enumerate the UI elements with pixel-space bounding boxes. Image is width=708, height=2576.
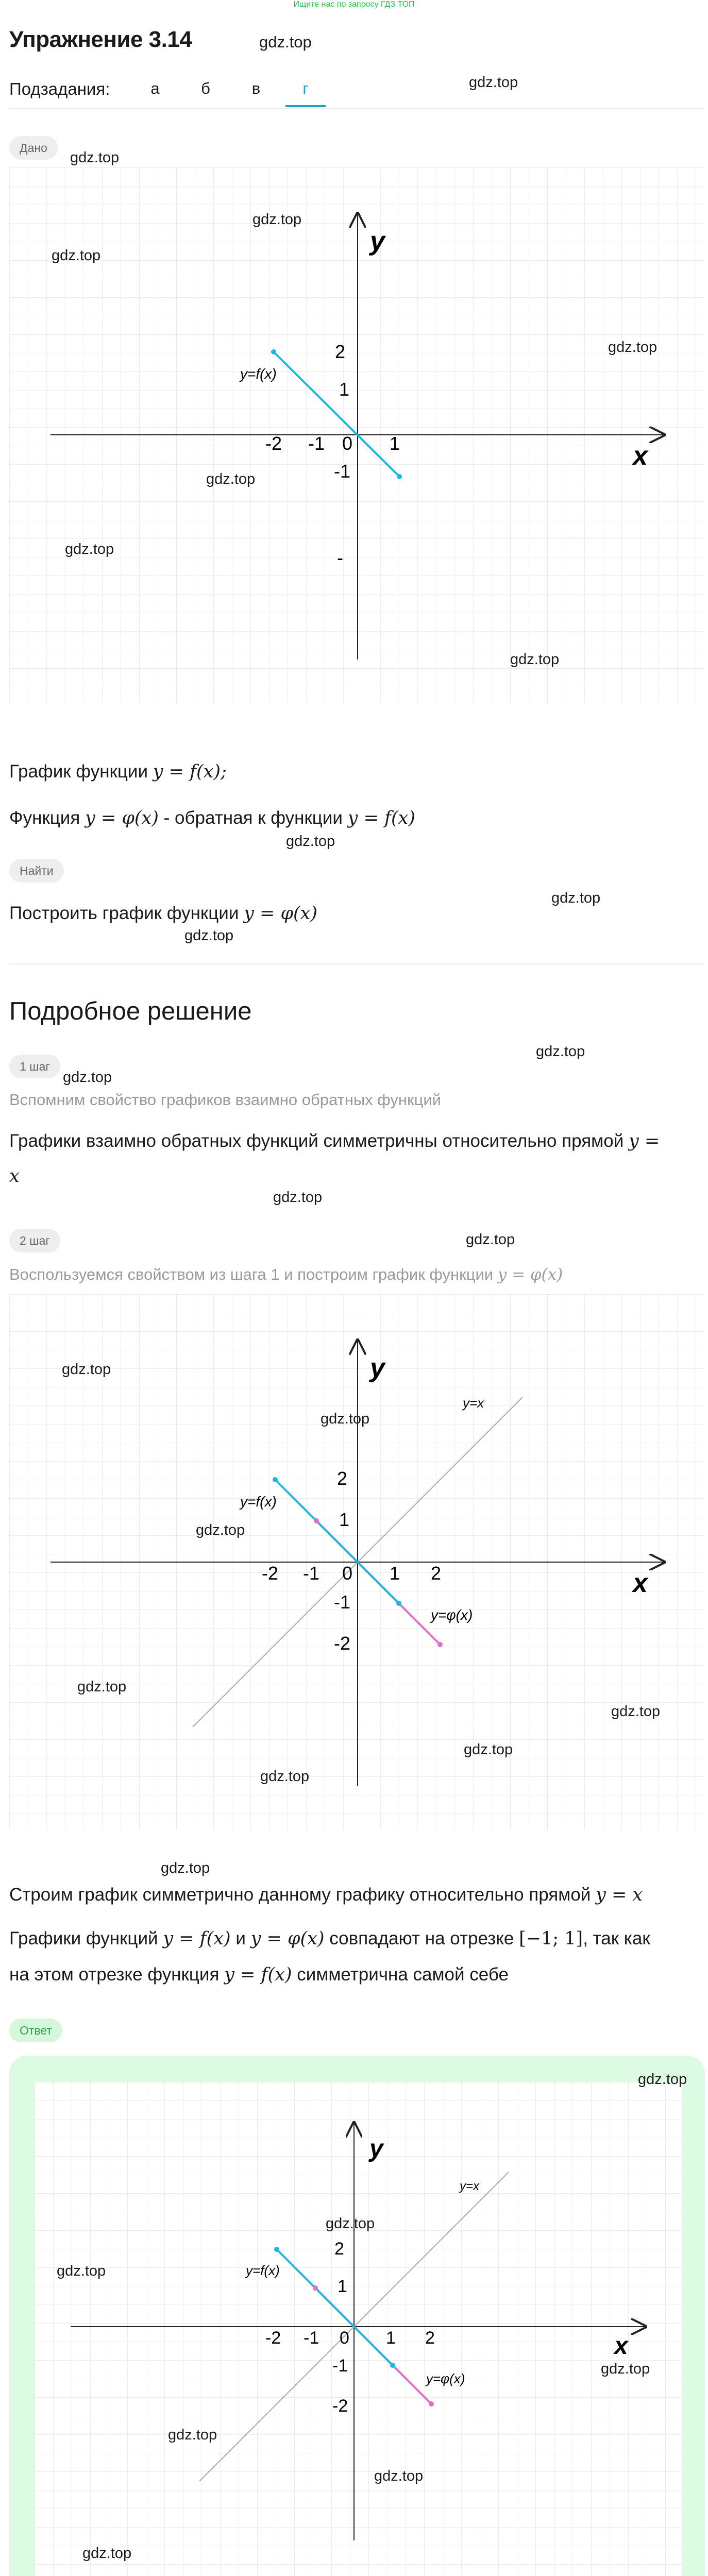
tick-label: 2 xyxy=(431,1563,442,1584)
tick-label: -1 xyxy=(303,1563,320,1584)
step1-pill: 1 шаг xyxy=(9,1055,60,1078)
subtasks-label: Подзадания: xyxy=(9,79,110,98)
watermark: gdz.top xyxy=(611,1703,661,1720)
watermark: gdz.top xyxy=(464,1741,513,1758)
given-line2-mid: - обратная к функции xyxy=(158,808,348,828)
tick-label: -1 xyxy=(304,2328,319,2348)
watermark: gdz.top xyxy=(52,247,101,264)
f-graph-point xyxy=(390,2363,395,2368)
x-axis-label: x xyxy=(633,441,648,471)
watermark: gdz.top xyxy=(57,2263,106,2279)
page-title: Упражнение 3.14 xyxy=(9,27,192,52)
watermark: gdz.top xyxy=(184,927,234,944)
step2-pill: 2 шаг xyxy=(9,1229,60,1252)
watermark: gdz.top xyxy=(65,541,114,557)
watermark: gdz.top xyxy=(608,339,658,355)
top-banner: Ищите нас по запросу ГДЗ ТОП xyxy=(293,0,415,9)
watermark: gdz.top xyxy=(62,1361,111,1378)
tick-label: 1 xyxy=(339,379,350,400)
tick-label: -1 xyxy=(334,1591,351,1613)
watermark: gdz.top xyxy=(321,1411,370,1427)
tick-label: -2 xyxy=(262,1563,279,1584)
watermark: gdz.top xyxy=(82,2545,132,2562)
after-math: y = x xyxy=(596,1885,643,1905)
watermark: gdz.top xyxy=(77,1679,127,1695)
f-graph-label: y=f(x) xyxy=(240,366,277,382)
step1-math1: y = xyxy=(628,1131,660,1151)
given-graph xyxy=(9,167,705,703)
tick-label: 2 xyxy=(425,2328,435,2348)
step2-hint-text: Воспользуемся свойством из шага 1 и построим график функции xyxy=(9,1265,498,1283)
conclusion-m1: y = f(x) xyxy=(163,1928,231,1949)
phi-graph-point xyxy=(437,1642,443,1647)
f-graph-point xyxy=(273,1477,278,1482)
conclusion-m4: y = f(x) xyxy=(224,1964,292,1985)
given-line1-text: График функции xyxy=(9,761,153,782)
x-axis-label: x xyxy=(614,2332,628,2360)
f-graph-label: y=f(x) xyxy=(246,2263,280,2278)
watermark: gdz.top xyxy=(510,651,560,668)
yx-label: y=x xyxy=(463,1395,484,1411)
f-graph-line xyxy=(275,1480,399,1603)
tick-label: -2 xyxy=(332,2396,348,2416)
watermark: gdz.top xyxy=(326,2215,375,2232)
watermark: gdz.top xyxy=(70,149,120,166)
conclusion-m2: y = φ(x) xyxy=(250,1928,325,1949)
conclusion-p4: , так как xyxy=(583,1928,650,1948)
f-graph-point xyxy=(396,1601,401,1606)
tick-label: -2 xyxy=(265,2328,281,2348)
watermark: gdz.top xyxy=(551,890,601,906)
watermark: gdz.top xyxy=(63,1069,112,1086)
f-graph-line xyxy=(277,2249,393,2365)
f-graph-point xyxy=(271,349,276,354)
tick-label: -1 xyxy=(308,433,325,454)
watermark: gdz.top xyxy=(273,1189,323,1206)
step1-text xyxy=(9,1119,660,1163)
divider xyxy=(9,963,705,964)
tab-b[interactable]: б xyxy=(201,79,210,97)
watermark: gdz.top xyxy=(469,74,518,91)
tick-label: 0 xyxy=(342,433,353,454)
tick-label: 2 xyxy=(335,341,346,362)
phi-graph-label: y=φ(x) xyxy=(426,2371,465,2386)
x-axis-label: x xyxy=(633,1568,648,1598)
answer-graph-svg xyxy=(35,2082,682,2576)
conclusion-p1: Графики функций xyxy=(9,1928,163,1948)
f-graph-point xyxy=(274,2247,279,2252)
tick-label: 1 xyxy=(339,1509,350,1530)
f-graph-label: y=f(x) xyxy=(240,1494,277,1510)
watermark: gdz.top xyxy=(374,2468,424,2484)
conclusion-p5: на этом отрезке функция xyxy=(9,1964,225,1985)
given-graph-svg xyxy=(9,167,705,703)
after-line xyxy=(9,1873,643,1917)
watermark: gdz.top xyxy=(260,1768,310,1785)
given-line2-math2: y = f(x) xyxy=(347,808,416,828)
phi-graph-label: y=φ(x) xyxy=(431,1607,473,1623)
watermark: gdz.top xyxy=(601,2361,650,2377)
tick-label: 1 xyxy=(338,2277,347,2296)
watermark: gdz.top xyxy=(196,1522,245,1538)
given-line2-math1: y = φ(x) xyxy=(85,808,159,828)
y-axis-label: y xyxy=(370,226,385,256)
step2-hint xyxy=(9,1265,563,1284)
solution-title: Подробное решение xyxy=(9,997,252,1025)
phi-graph-point xyxy=(313,2285,318,2291)
divider xyxy=(9,108,705,109)
f-graph-line xyxy=(274,352,399,477)
conclusion-m3: [−1; 1] xyxy=(519,1928,583,1949)
tick-label: -1 xyxy=(334,461,351,482)
watermark: gdz.top xyxy=(161,1860,210,1876)
watermark: gdz.top xyxy=(638,2071,687,2088)
tick-label: 1 xyxy=(390,433,400,454)
watermark: gdz.top xyxy=(259,33,312,51)
find-pill: Найти xyxy=(9,859,64,883)
y-axis-label: y xyxy=(369,2135,383,2162)
solution-graph-svg xyxy=(9,1294,705,1830)
tab-g[interactable]: г xyxy=(285,77,326,107)
y-axis-label: y xyxy=(370,1353,385,1383)
conclusion-p3: совпадают на отрезке xyxy=(324,1928,519,1948)
step2-hint-math: y = φ(x) xyxy=(497,1265,563,1284)
tick-label: -2 xyxy=(334,1633,351,1654)
watermark: gdz.top xyxy=(286,833,335,850)
step1-text1: Графики взаимно обратных функций симметричны относительно прямой xyxy=(9,1131,629,1151)
tab-a[interactable]: а xyxy=(150,79,160,97)
watermark: gdz.top xyxy=(466,1231,515,1248)
tick-label: -1 xyxy=(332,2356,348,2376)
watermark: gdz.top xyxy=(168,2427,217,2443)
tick-label: 0 xyxy=(340,2328,349,2348)
conclusion-p6: симметрична самой себе xyxy=(292,1964,509,1985)
given-line2 xyxy=(9,796,415,840)
tick-label: 2 xyxy=(337,1468,348,1489)
tick-label: 0 xyxy=(342,1563,353,1584)
given-line1-math: y = f(x); xyxy=(153,761,227,782)
phi-graph-point xyxy=(314,1518,319,1523)
find-line xyxy=(9,891,317,936)
tick-label: 1 xyxy=(390,1563,400,1584)
step1-hint: Вспомним свойство графиков взаимно обратных функций xyxy=(9,1091,441,1109)
phi-graph-point xyxy=(429,2401,434,2406)
conclusion-line2 xyxy=(9,1953,509,1997)
answer-pill: Ответ xyxy=(9,2019,62,2042)
given-pill: Дано xyxy=(9,136,58,160)
tick-label: 1 xyxy=(386,2328,396,2348)
find-math: y = φ(x) xyxy=(244,903,318,924)
given-line2-prefix: Функция xyxy=(9,808,86,828)
watermark: gdz.top xyxy=(252,211,302,228)
find-text: Построить график функции xyxy=(9,903,244,923)
answer-graph xyxy=(35,2082,682,2576)
watermark: gdz.top xyxy=(536,1043,585,1060)
given-line1 xyxy=(9,750,227,794)
tick-label: 2 xyxy=(334,2239,344,2259)
tick-label: -2 xyxy=(265,433,282,454)
after-text: Строим график симметрично данному графику относительно прямой xyxy=(9,1885,596,1905)
conclusion-p2: и xyxy=(230,1928,251,1948)
step1-math2: x xyxy=(9,1166,20,1187)
f-graph-point xyxy=(397,474,402,479)
tick-label: - xyxy=(337,547,343,568)
solution-graph xyxy=(9,1294,705,1830)
tab-v[interactable]: в xyxy=(251,79,261,97)
watermark: gdz.top xyxy=(206,471,256,487)
yx-label: y=x xyxy=(460,2179,480,2193)
